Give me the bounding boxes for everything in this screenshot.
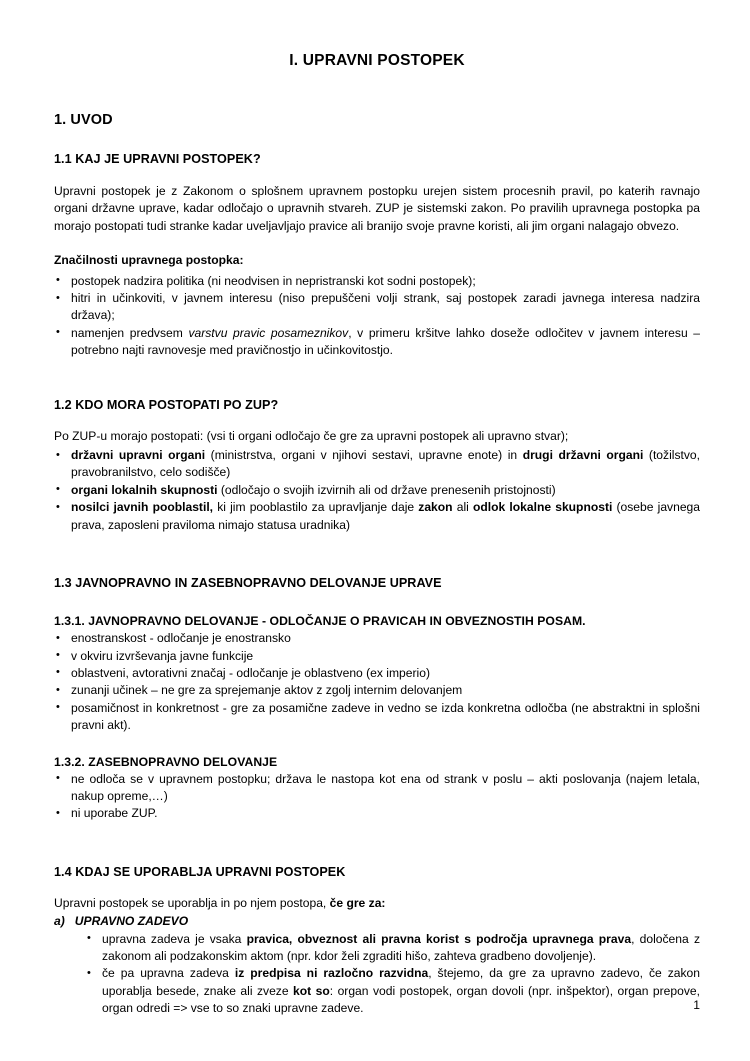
list-item-bold-2: zakon — [418, 500, 453, 515]
list-item-text-rest: (odločajo o svojih izvirnih ali od države prenesenih pristojnosti) — [217, 482, 556, 497]
list-item — [86, 965, 700, 1017]
document-content — [54, 0, 700, 1018]
list-zasebnopravno — [54, 769, 700, 823]
list-item-bold: pravica, obveznost ali pravna korist s področja upravnega prava — [246, 931, 632, 946]
list-javnopravno — [54, 628, 700, 734]
list-item-text: enostranskost - odločanje je enostransko — [71, 631, 291, 646]
list-item-text-post: : organ vodi postopek, organ dovoli (npr. inšpektor), organ prepove, organ odredi => vse to so znaki upravne zadeve. — [102, 983, 700, 1016]
paragraph-1-4-lead — [54, 879, 700, 912]
list-item-text: ne odloča se v upravnem postopku; država le nastopa kot ena od strank v poslu – akti poslovanja (najem letala, nakup opreme,…) — [71, 771, 700, 803]
heading-1-3-2: 1.3.2. ZASEBNOPRAVNO DELOVANJE — [54, 754, 278, 769]
list-item-text: oblastveni, avtorativni značaj - odločanje je oblastveno (ex imperio) — [71, 665, 430, 680]
list-item-text-post: , določena z zakonom ali podzakonskim aktom (npr. kdor želi zgraditi hišo, zahteva gradbeno dovoljenje). — [102, 931, 700, 963]
alpha-label: UPRAVNO ZADEVO — [74, 914, 189, 929]
list-organi — [54, 445, 700, 534]
list-item-bold-2: drugi državni organi — [522, 448, 644, 463]
list-item-text-mid: (ministrstva, organi v njihovi sestavi, upravne enote) in — [205, 448, 523, 463]
list-item-bold-1: iz predpisa ni razločno razvidna — [234, 966, 429, 981]
paragraph-1-2-lead: Po ZUP-u morajo postopati: (vsi ti organi odločajo če gre za upravni postopek ali upravno stvar); — [54, 428, 569, 443]
heading-1-uvod: 1. UVOD — [54, 112, 113, 128]
page-number: 1 — [693, 998, 700, 1012]
list-item-text-pre: upravna zadeva je vsaka — [102, 931, 247, 946]
list-item — [86, 931, 700, 966]
list-item-text: ni uporabe ZUP. — [71, 806, 158, 821]
lead-text-bold: če gre za: — [329, 895, 386, 910]
list-item — [55, 700, 700, 735]
list-item-text-italic: varstvu pravic posameznikov — [188, 325, 349, 340]
list-item — [55, 665, 700, 682]
list-item-bold-1: organi lokalnih skupnosti — [71, 482, 218, 497]
list-item — [55, 805, 700, 822]
list-item — [55, 630, 700, 647]
list-item-text-pre: namenjen predvsem — [71, 325, 189, 340]
list-item-text: zunanji učinek – ne gre za sprejemanje aktov z zgolj internim delovanjem — [71, 683, 463, 698]
heading-1-4: 1.4 KDAJ SE UPORABLJA UPRAVNI POSTOPEK — [54, 864, 346, 879]
paragraph-1-1-intro: Upravni postopek je z Zakonom o splošnem upravnem postopku urejen sistem procesnih pravil, po katerih ravnajo organi državne uprave, kadar odločajo o upravnih stvareh. ZUP je sistemski zakon. Po pravilih upravnega postopka pa morajo postopati tudi stranke kadar uveljavljajo pravice ali branijo svoje pravne koristi, ali jim organi nalagajo obvezo. — [54, 184, 700, 233]
alpha-marker: a) — [54, 914, 65, 929]
list-item — [55, 771, 700, 806]
document-title: I. UPRAVNI POSTOPEK — [289, 52, 465, 69]
heading-1-3-1: 1.3.1. JAVNOPRAVNO DELOVANJE - ODLOČANJE O PRAVICAH IN OBVEZNOSTIH POSAM. — [54, 614, 586, 629]
list-item-text-mid-1: ki jim pooblastilo za upravljanje daje — [213, 500, 419, 515]
list-item — [55, 325, 700, 360]
list-item-bold-2: kot so — [293, 983, 330, 998]
list-znacilnosti — [54, 270, 700, 360]
list-item — [55, 273, 700, 290]
list-upravna-zadeva — [54, 931, 700, 1018]
list-item-text: v okviru izvrševanja javne funkcije — [71, 648, 254, 663]
list-item — [55, 447, 700, 482]
lead-text-pre: Upravni postopek se uporablja in po njem postopa, — [54, 895, 330, 910]
list-item-bold-1: državni upravni organi — [71, 448, 206, 463]
list-item — [55, 682, 700, 699]
list-item-text: hitri in učinkoviti, v javnem interesu (niso prepuščeni volji strank, saj postopek zaradi javnega interesa nadzira država); — [71, 291, 700, 323]
list-item-text-post: , v primeru kršitve lahko doseže odločitev v javnem interesu – potrebno najti ravnovesje med pravičnostjo in učinkovitostjo. — [71, 325, 701, 358]
alpha-item-a — [54, 912, 700, 930]
list-item — [55, 648, 700, 665]
list-item-text-mid: , štejemo, da gre za upravno zadevo, če zakon uporablja besede, znake ali zveze — [102, 966, 700, 998]
list-item-text: postopek nadzira politika (ni neodvisen in nepristranski kot sodni postopek); — [71, 273, 476, 288]
list-item-text: posamičnost in konkretnost - gre za posamične zadeve in vedno se izda konkretna odločba (ne abstraktni in splošni pravni akt). — [71, 700, 700, 733]
list-item-text-pre: če pa upravna zadeva — [102, 966, 235, 981]
list-title-znacilnosti: Značilnosti upravnega postopka: — [54, 253, 244, 268]
list-item-text-mid-2: ali — [452, 500, 473, 515]
list-item — [55, 290, 700, 325]
list-item-bold-3: odlok lokalne skupnosti — [472, 500, 613, 515]
list-item-text-end: (tožilstvo, pravobranilstvo, celo sodišče) — [71, 448, 700, 480]
list-item — [55, 482, 700, 499]
list-item — [55, 499, 700, 534]
heading-1-3: 1.3 JAVNOPRAVNO IN ZASEBNOPRAVNO DELOVANJE UPRAVE — [54, 576, 442, 591]
heading-1-2: 1.2 KDO MORA POSTOPATI PO ZUP? — [54, 397, 279, 412]
heading-1-1: 1.1 KAJ JE UPRAVNI POSTOPEK? — [54, 152, 261, 166]
list-item-bold-1: nosilci javnih pooblastil, — [71, 500, 214, 515]
list-item-text-end: (osebe javnega prava, zaposleni praviloma nimajo statusa uradnika) — [71, 500, 700, 532]
